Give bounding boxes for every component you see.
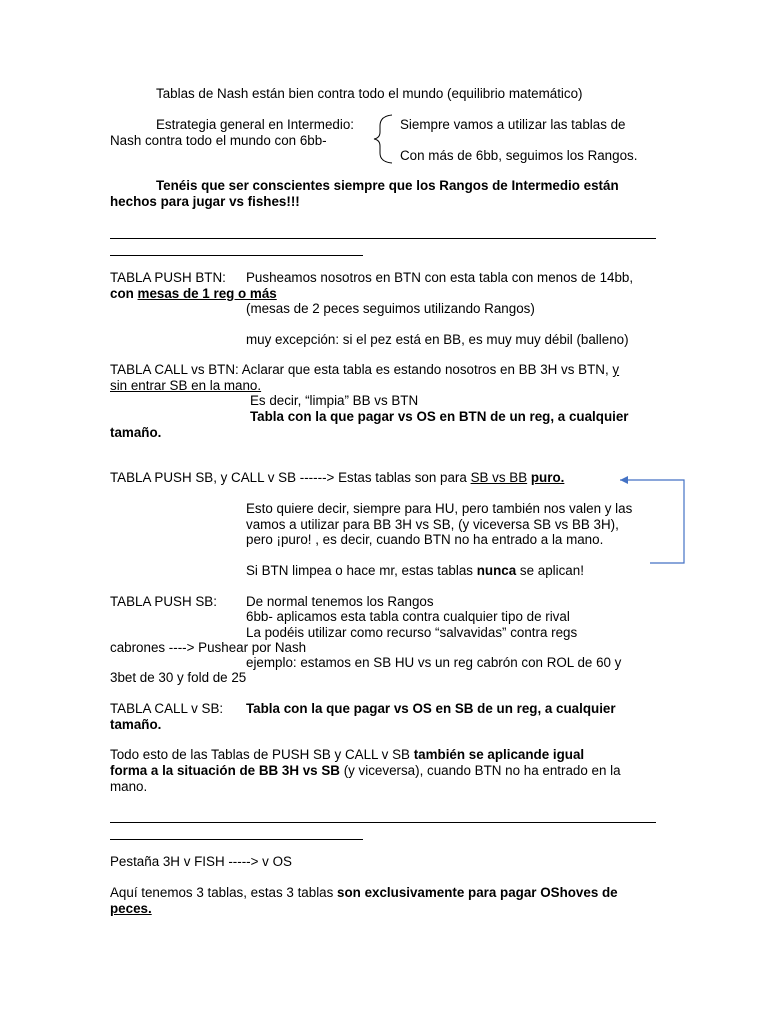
- todo-line-1: [110, 747, 584, 763]
- arrow-connector: [620, 480, 684, 563]
- todo-a: Todo esto de las Tablas de PUSH SB y CALL v SB: [110, 747, 410, 762]
- brace-line-2: Con más de 6bb, seguimos los Rangos.: [400, 148, 638, 163]
- todo-d: (y viceversa), cuando BTN no ha entrado en la: [343, 763, 621, 778]
- call-btn-bold-1: Tabla con la que pagar vs OS en BTN de un reg, a cualquier: [250, 409, 629, 424]
- strategy-label: Estrategia general en Intermedio:: [156, 117, 355, 132]
- divider: [110, 255, 363, 256]
- arrow-head-icon: [620, 476, 628, 484]
- pestana-title: Pestaña 3H v FISH -----> v OS: [110, 854, 292, 869]
- intro-line: Tablas de Nash están bien contra todo el mundo (equilibrio matemático): [156, 86, 583, 101]
- push-sb-l3: La podéis utilizar como recurso “salvavidas” contra regs: [246, 625, 578, 640]
- call-btn-line-2: sin entrar SB en la mano.: [110, 378, 262, 393]
- call-btn-text: [110, 362, 619, 378]
- push-sb-call-nunca: nunca: [476, 563, 517, 578]
- call-sb-bold-2: tamaño.: [110, 717, 162, 732]
- push-sb-l2: 6bb- aplicamos esta tabla contra cualquier tipo de rival: [246, 609, 570, 624]
- push-sb-call-p4: [246, 563, 584, 579]
- call-btn-label-text: TABLA CALL vs BTN: Aclarar que esta tabla es estando nosotros en BB 3H vs BTN,: [110, 362, 609, 377]
- call-btn-note: Es decir, “limpia” BB vs BTN: [250, 393, 419, 408]
- warning-line-2: hechos para jugar vs fishes!!!: [110, 194, 300, 209]
- push-sb-l1: De normal tenemos los Rangos: [246, 594, 434, 609]
- push-sb-call-prefix: TABLA PUSH SB, y CALL v SB ------> Estas tablas son para: [110, 470, 467, 485]
- push-sb-call-p1: Esto quiere decir, siempre para HU, pero también nos valen y las: [246, 501, 633, 516]
- push-btn-note-2: muy excepción: si el pez está en BB, es muy muy débil (balleno): [246, 332, 629, 347]
- push-btn-note-1: (mesas de 2 peces seguimos utilizando Rangos): [246, 301, 535, 316]
- push-sb-call-p4c: se aplican!: [519, 563, 584, 578]
- divider: [110, 238, 656, 239]
- push-btn-text: Pusheamos nosotros en BTN con esta tabla con menos de 14bb,: [246, 270, 634, 285]
- todo-b: también se aplicande igual: [413, 747, 585, 762]
- pestana-line-2: peces.: [110, 901, 152, 916]
- call-btn-y: y: [612, 362, 620, 377]
- call-btn-bold-2: tamaño.: [110, 425, 162, 440]
- push-btn-label: TABLA PUSH BTN:: [110, 270, 226, 285]
- call-sb-bold-1: Tabla con la que pagar vs OS en SB de un reg, a cualquier: [246, 701, 616, 716]
- push-sb-l5: ejemplo: estamos en SB HU vs un reg cabrón con ROL de 60 y: [246, 655, 622, 670]
- push-sb-l6: 3bet de 30 y fold de 25: [110, 670, 247, 685]
- push-btn-con: [110, 286, 277, 302]
- brace-line-1: Siempre vamos a utilizar las tablas de: [400, 117, 626, 132]
- push-sb-call-p2: vamos a utilizar para BB 3H vs SB, (y viceversa SB vs BB 3H),: [246, 517, 619, 532]
- pestana-a: Aquí tenemos 3 tablas, estas 3 tablas: [110, 885, 334, 900]
- strategy-label-cont: Nash contra todo el mundo con 6bb-: [110, 133, 327, 148]
- push-sb-call-heading: [110, 470, 564, 486]
- warning-line-1: Tenéis que ser conscientes siempre que los Rangos de Intermedio están: [156, 178, 619, 193]
- push-btn-con-word: con: [110, 286, 134, 301]
- push-btn-mesas: mesas de 1 reg o más: [137, 286, 277, 301]
- pestana-b: son exclusivamente para pagar OShoves de: [337, 885, 618, 900]
- call-sb-label: TABLA CALL v SB:: [110, 701, 224, 716]
- push-sb-call-puro: puro.: [530, 470, 565, 485]
- push-sb-call-p4a: Si BTN limpea o hace mr, estas tablas: [246, 563, 473, 578]
- push-sb-l4: cabrones ----> Pushear por Nash: [110, 640, 307, 655]
- todo-line-3: mano.: [110, 779, 148, 794]
- todo-line-2: [110, 763, 621, 779]
- pestana-line-1: [110, 885, 618, 901]
- todo-c: forma a la situación de BB 3H vs SB: [110, 763, 340, 778]
- push-sb-call-p3: pero ¡puro! , es decir, cuando BTN no ha entrado a la mano.: [246, 532, 604, 547]
- divider: [110, 839, 363, 840]
- push-sb-label: TABLA PUSH SB:: [110, 594, 217, 609]
- divider: [110, 822, 656, 823]
- push-sb-call-sbvsbb: SB vs BB: [470, 470, 528, 485]
